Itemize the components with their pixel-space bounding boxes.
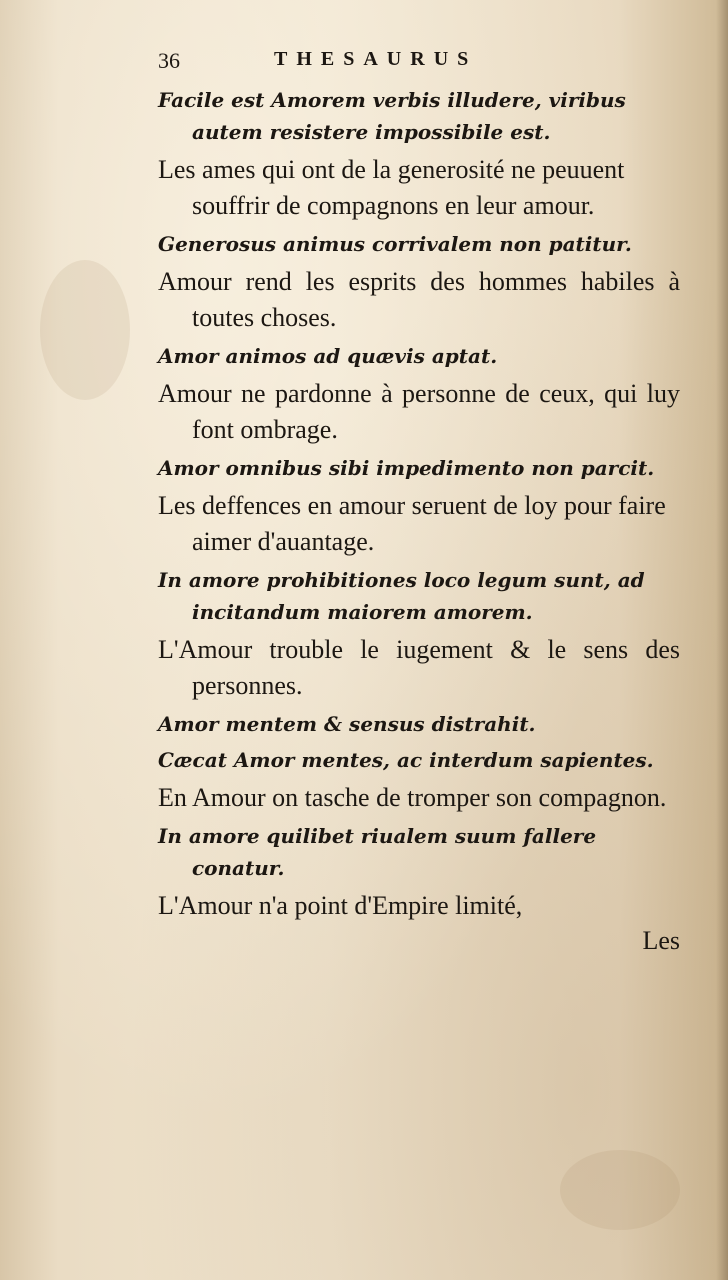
paper-stain [40,260,130,400]
french-proverb: Amour ne pardonne à personne de ceux, qui luy font ombrage. [158,379,680,444]
french-proverb: L'Amour n'a point d'Empire limité, [158,891,523,920]
latin-proverb: Amor omnibus sibi impedimento non parcit. [158,456,655,480]
french-proverb: L'Amour trouble le iugement & le sens des personnes. [158,635,680,700]
latin-proverb: In amore prohibitiones loco legum sunt, ad incitandum maiorem amorem. [158,568,645,624]
catchword: Les [642,926,680,955]
latin-proverb: Cæcat Amor mentes, ac interdum sapientes. [158,748,654,772]
running-head: THESAURUS [274,48,478,70]
latin-proverb: In amore quilibet riualem suum fallere conatur. [158,824,597,880]
french-proverb: Les ames qui ont de la generosité ne peuuent souffrir de compagnons en leur amour. [158,155,625,220]
paper-stain [560,1150,680,1230]
page-number: 36 [158,48,180,73]
page-edge-shadow [716,0,728,1280]
page-header [158,44,680,80]
latin-proverb: Amor animos ad quævis aptat. [158,344,498,368]
latin-proverb: Facile est Amorem verbis illudere, viribus autem resistere impossibile est. [158,88,626,144]
french-proverb: Les deffences en amour seruent de loy pour faire aimer d'auantage. [158,491,666,556]
latin-proverb: Generosus animus corrivalem non patitur. [158,232,632,256]
text-block [158,44,680,958]
latin-proverb: Amor mentem & sensus distrahit. [158,712,536,736]
french-proverb: Amour rend les esprits des hommes habiles à toutes choses. [158,267,680,332]
french-proverb: En Amour on tasche de tromper son compagnon. [158,783,667,812]
